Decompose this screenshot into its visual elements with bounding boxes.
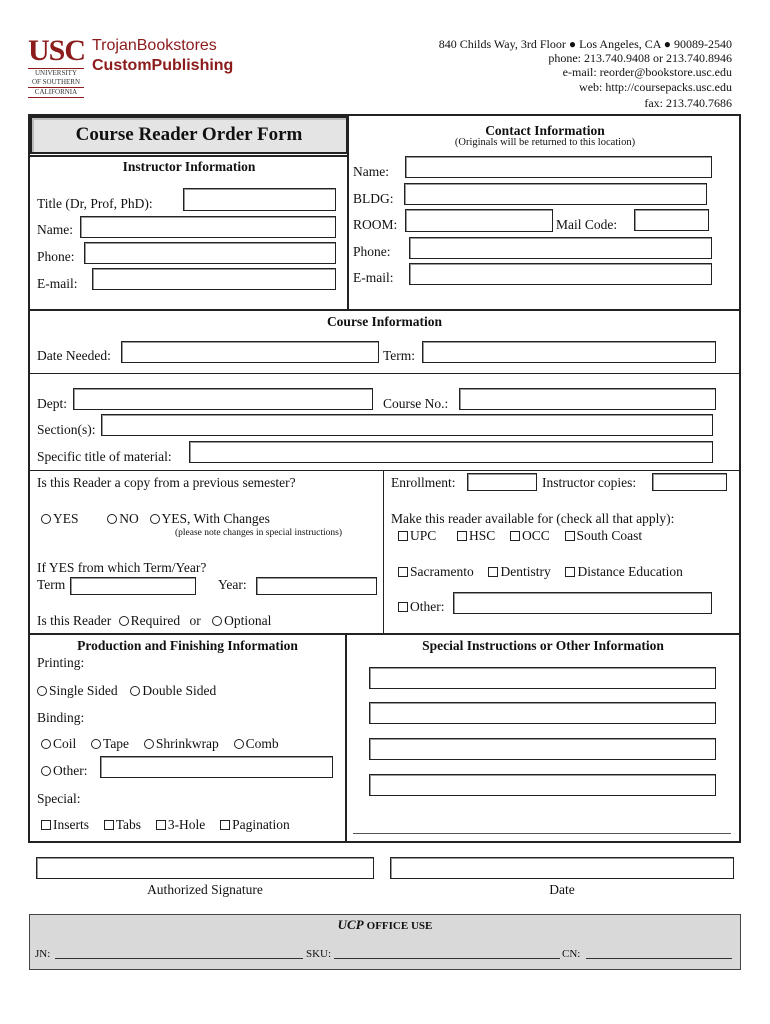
divider-previous-vertical bbox=[383, 471, 384, 634]
date-needed-label: Date Needed: bbox=[37, 348, 111, 363]
instructor-copies-label: Instructor copies: bbox=[542, 475, 637, 490]
signature-field[interactable] bbox=[36, 857, 374, 879]
make-available-label: Make this reader available for (check all that apply): bbox=[391, 511, 675, 526]
special-instructions-line-3[interactable] bbox=[369, 738, 716, 760]
ucp-label: UCP bbox=[337, 917, 364, 932]
other-campus-field[interactable] bbox=[453, 592, 712, 614]
specific-title-field[interactable] bbox=[189, 441, 713, 463]
three-hole-checkbox[interactable]: 3-Hole bbox=[156, 817, 206, 832]
section-field[interactable] bbox=[101, 414, 713, 436]
contact-name-field[interactable] bbox=[405, 156, 712, 178]
sku-label: SKU: bbox=[306, 948, 332, 960]
contact-email-label: E-mail: bbox=[353, 270, 394, 285]
prev-term-field[interactable] bbox=[70, 577, 196, 595]
contact-room-label: ROOM: bbox=[353, 217, 398, 232]
printing-label: Printing: bbox=[37, 655, 85, 670]
enrollment-label: Enrollment: bbox=[391, 475, 456, 490]
logo-line1: UNIVERSITY bbox=[35, 69, 77, 77]
required-optional-row bbox=[37, 613, 271, 629]
term-field[interactable] bbox=[422, 341, 716, 363]
campus-row-1 bbox=[398, 528, 642, 544]
office-use-heading bbox=[29, 917, 741, 934]
comb-radio[interactable]: Comb bbox=[234, 736, 279, 751]
occ-checkbox[interactable]: OCC bbox=[510, 528, 550, 543]
contact-note: (Originals will be returned to this location) bbox=[454, 137, 636, 148]
special-instructions-line-2[interactable] bbox=[369, 702, 716, 724]
upc-checkbox[interactable]: UPC bbox=[398, 528, 436, 543]
course-no-label: Course No.: bbox=[383, 396, 449, 411]
logo-mark: USC bbox=[28, 34, 86, 67]
web-line: web: http://coursepacks.usc.edu bbox=[579, 80, 732, 94]
special-row bbox=[41, 817, 290, 833]
previous-options bbox=[41, 511, 270, 527]
divider-dept bbox=[30, 373, 739, 374]
is-reader-label: Is this Reader bbox=[37, 613, 112, 628]
course-no-field[interactable] bbox=[459, 388, 716, 410]
instructor-heading: Instructor Information bbox=[122, 159, 256, 174]
pagination-checkbox[interactable]: Pagination bbox=[220, 817, 290, 832]
campus-row-2 bbox=[398, 564, 683, 580]
prev-year-field[interactable] bbox=[256, 577, 377, 595]
cn-label: CN: bbox=[562, 948, 581, 960]
instructor-title-label: Title (Dr, Prof, PhD): bbox=[37, 196, 153, 211]
shrinkwrap-radio[interactable]: Shrinkwrap bbox=[144, 736, 219, 751]
instructor-name-label: Name: bbox=[37, 222, 73, 237]
special-instructions-underline bbox=[353, 833, 731, 834]
contact-phone-field[interactable] bbox=[409, 237, 712, 259]
divider-course bbox=[30, 309, 739, 311]
divider-production bbox=[30, 633, 739, 635]
date-label: Date bbox=[549, 882, 575, 897]
or-label: or bbox=[189, 613, 201, 628]
divider-previous bbox=[30, 470, 739, 471]
email-line: e-mail: reorder@bookstore.usc.edu bbox=[562, 65, 732, 79]
binding-label: Binding: bbox=[37, 710, 85, 725]
binding-other-radio[interactable]: Other: bbox=[41, 763, 88, 779]
other-campus-checkbox[interactable]: Other: bbox=[398, 599, 445, 615]
yes-radio[interactable]: YES bbox=[41, 511, 79, 526]
prev-year-label: Year: bbox=[218, 577, 247, 592]
special-instructions-line-1[interactable] bbox=[369, 667, 716, 689]
brand-custom: CustomPublishing bbox=[92, 57, 234, 74]
enrollment-field[interactable] bbox=[467, 473, 537, 491]
instructor-email-field[interactable] bbox=[92, 268, 336, 290]
previous-question: Is this Reader a copy from a previous semester? bbox=[37, 475, 296, 490]
instructor-name-field[interactable] bbox=[80, 216, 336, 238]
sacramento-checkbox[interactable]: Sacramento bbox=[398, 564, 474, 579]
binding-other-field[interactable] bbox=[100, 756, 333, 778]
printing-row bbox=[37, 683, 216, 699]
dentistry-checkbox[interactable]: Dentistry bbox=[488, 564, 550, 579]
production-heading: Production and Finishing Information bbox=[77, 638, 298, 653]
form-title: Course Reader Order Form bbox=[75, 124, 303, 145]
south-coast-checkbox[interactable]: South Coast bbox=[565, 528, 643, 543]
special-label: Special: bbox=[37, 791, 81, 806]
special-instructions-heading: Special Instructions or Other Information bbox=[422, 638, 664, 653]
coil-radio[interactable]: Coil bbox=[41, 736, 76, 751]
contact-name-label: Name: bbox=[353, 164, 389, 179]
contact-bldg-field[interactable] bbox=[404, 183, 707, 205]
instructor-copies-field[interactable] bbox=[652, 473, 727, 491]
changes-note: (please note changes in special instructions) bbox=[175, 528, 342, 538]
double-sided-radio[interactable]: Double Sided bbox=[130, 683, 216, 698]
no-radio[interactable]: NO bbox=[107, 511, 139, 526]
office-use-label: OFFICE USE bbox=[366, 920, 433, 932]
usc-logo bbox=[28, 36, 84, 100]
prev-term-label: Term bbox=[37, 577, 66, 592]
logo-line2: OF SOUTHERN bbox=[31, 78, 81, 86]
tabs-checkbox[interactable]: Tabs bbox=[104, 817, 141, 832]
single-sided-radio[interactable]: Single Sided bbox=[37, 683, 118, 698]
from-which-label: If YES from which Term/Year? bbox=[37, 560, 207, 575]
instructor-title-field[interactable] bbox=[183, 188, 336, 211]
fax-line: fax: 213.740.7686 bbox=[644, 96, 732, 110]
contact-mailcode-label: Mail Code: bbox=[556, 217, 618, 232]
yes-with-changes-radio[interactable]: YES, With Changes bbox=[150, 511, 270, 526]
term-label: Term: bbox=[383, 348, 416, 363]
jn-line bbox=[55, 958, 303, 959]
instructor-phone-label: Phone: bbox=[37, 249, 75, 264]
dept-label: Dept: bbox=[37, 396, 67, 411]
inserts-checkbox[interactable]: Inserts bbox=[41, 817, 89, 832]
contact-bldg-label: BLDG: bbox=[353, 191, 394, 206]
hsc-checkbox[interactable]: HSC bbox=[457, 528, 495, 543]
sku-line bbox=[334, 958, 560, 959]
phone-line: phone: 213.740.9408 or 213.740.8946 bbox=[548, 51, 732, 65]
divider-production-vertical bbox=[345, 634, 347, 842]
brand-trojan: TrojanBookstores bbox=[92, 37, 217, 54]
special-instructions-line-4[interactable] bbox=[369, 774, 716, 796]
contact-email-field[interactable] bbox=[409, 263, 712, 285]
instructor-email-label: E-mail: bbox=[37, 276, 78, 291]
optional-radio[interactable]: Optional bbox=[210, 613, 271, 628]
address-line: 840 Childs Way, 3rd Floor ● Los Angeles, CA ● 90089-2540 bbox=[438, 37, 732, 51]
contact-phone-label: Phone: bbox=[353, 244, 391, 259]
contact-mailcode-field[interactable] bbox=[634, 209, 709, 231]
date-field[interactable] bbox=[390, 857, 734, 879]
date-needed-field[interactable] bbox=[121, 341, 379, 363]
instructor-phone-field[interactable] bbox=[84, 242, 336, 264]
tape-radio[interactable]: Tape bbox=[91, 736, 129, 751]
contact-heading: Contact Information bbox=[485, 123, 605, 138]
logo-line3: CALIFORNIA bbox=[28, 87, 84, 98]
dept-field[interactable] bbox=[73, 388, 373, 410]
section-label: Section(s): bbox=[37, 422, 96, 437]
required-radio[interactable]: Required bbox=[115, 613, 181, 628]
signature-label: Authorized Signature bbox=[147, 882, 263, 897]
distance-education-checkbox[interactable]: Distance Education bbox=[565, 564, 682, 579]
course-heading: Course Information bbox=[326, 314, 443, 329]
binding-row bbox=[41, 736, 279, 752]
jn-label: JN: bbox=[35, 948, 51, 960]
cn-line bbox=[586, 958, 732, 959]
divider-instructor bbox=[30, 155, 348, 157]
specific-title-label: Specific title of material: bbox=[37, 449, 172, 464]
contact-room-field[interactable] bbox=[405, 209, 553, 232]
